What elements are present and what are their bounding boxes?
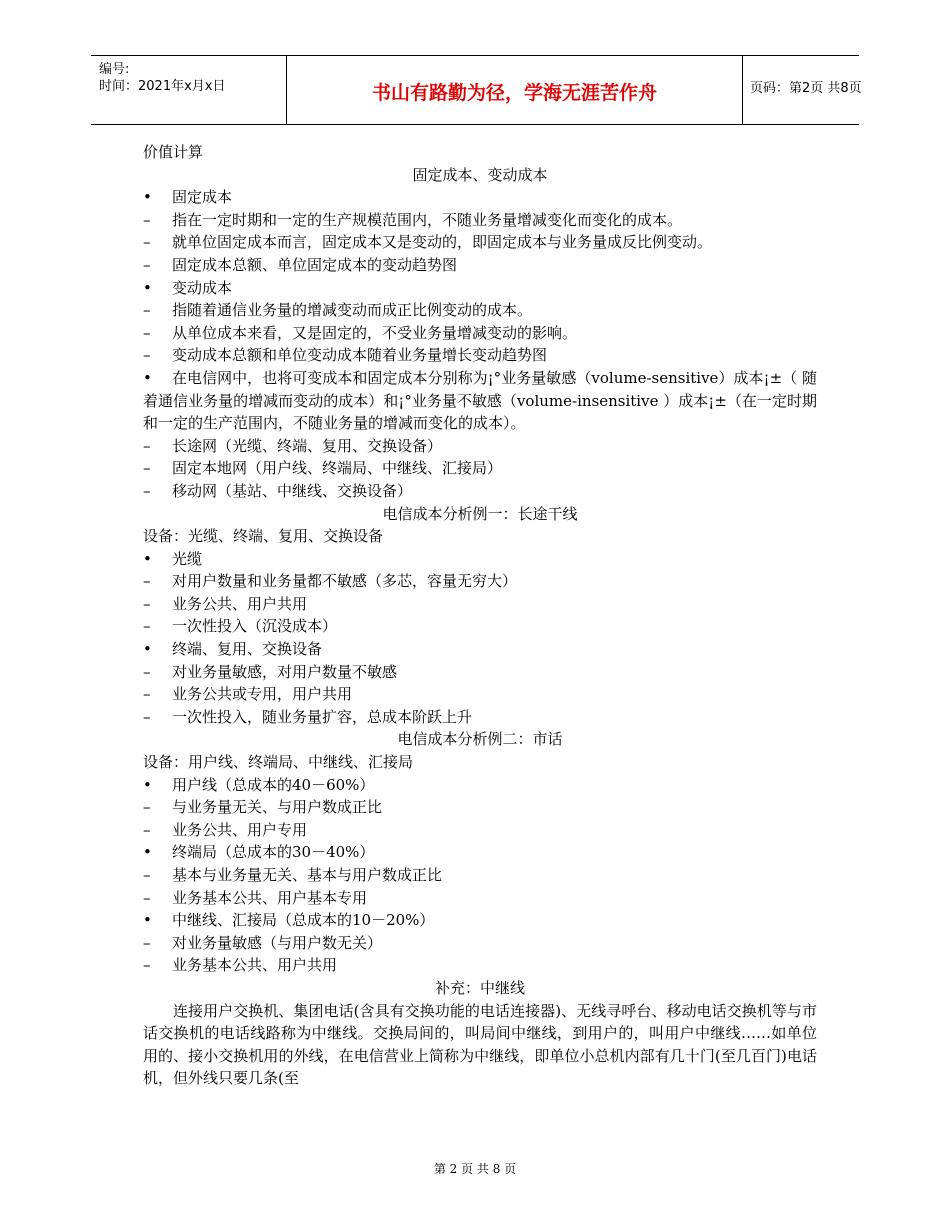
list-item: • 在电信网中，也将可变成本和固定成本分别称为¡°业务量敏感（volume-sensitive）成本¡±（ 随着通信业务量的增减而变动的成本）和¡°业务量不敏感（volume-insensitive ）成本¡±（在一定时期和一定的生产范围内，不随业务量的增减而变化的成本）。 — [143, 368, 817, 433]
list-item: – 从单位成本来看，又是固定的，不受业务量增减变动的影响。 — [143, 322, 817, 345]
heading-fixed-variable-cost: 固定成本、变动成本 — [412, 165, 548, 184]
dash-marker: – — [143, 481, 151, 500]
equipment-line: 设备：光缆、终端、复用、交换设备 — [143, 527, 384, 546]
list-item: • 固定成本 — [143, 186, 817, 209]
list-item: – 业务基本公共、用户共用 — [143, 954, 817, 977]
list-item: – 一次性投入，随业务量扩容，总成本阶跃上升 — [143, 706, 817, 729]
bullet-marker: • — [143, 911, 152, 930]
list-item: – 移动网（基站、中继线、交换设备） — [143, 480, 817, 503]
dash-marker: – — [143, 233, 151, 252]
dash-marker: – — [143, 255, 151, 274]
body-paragraph: 连接用户交换机、集团电话(含具有交换功能的电话连接器)、无线寻呼台、移动电话交换机等与市话交换机的电话线路称为中继线。交换局间的，叫局间中继线，到用户的，叫用户中继线……如单位用的、接小交换机用的外线，在电信营业上简称为中继线，即单位小总机内部有几十门(至几百门)电话机，但外线只要几条(至 — [143, 1001, 817, 1088]
bullet-marker: • — [143, 775, 152, 794]
list-item: – 固定本地网（用户线、终端局、中继线、汇接局） — [143, 457, 817, 480]
header-motto: 书山有路勤为径，学海无涯苦作舟 — [371, 82, 657, 104]
list-item: • 光缆 — [143, 548, 817, 571]
list-item: – 与业务量无关、与用户数成正比 — [143, 796, 817, 819]
dash-marker: – — [143, 572, 151, 591]
list-item: – 业务公共、用户专用 — [143, 819, 817, 842]
list-item: – 固定成本总额、单位固定成本的变动趋势图 — [143, 254, 817, 277]
bullet-marker: • — [143, 640, 152, 659]
bullet-marker: • — [143, 843, 152, 862]
dash-marker: – — [143, 798, 151, 817]
dash-marker: – — [143, 459, 151, 478]
heading-example-one: 电信成本分析例一：长途干线 — [382, 504, 578, 523]
list-item: – 指随着通信业务量的增减变动而成正比例变动的成本。 — [143, 299, 817, 322]
list-item: – 业务公共、用户共用 — [143, 593, 817, 616]
dash-marker: – — [143, 933, 151, 952]
dash-marker: – — [143, 707, 151, 726]
dash-marker: – — [143, 820, 151, 839]
dash-marker: – — [143, 685, 151, 704]
dash-marker: – — [143, 301, 151, 320]
dash-marker: – — [143, 662, 151, 681]
list-item: – 长途网（光缆、终端、复用、交换设备） — [143, 435, 817, 458]
dash-marker: – — [143, 956, 151, 975]
bullet-marker: • — [143, 188, 152, 207]
list-item: – 一次性投入（沉没成本） — [143, 615, 817, 638]
list-item: • 变动成本 — [143, 277, 817, 300]
dash-marker: – — [143, 210, 151, 229]
dash-marker: – — [143, 617, 151, 636]
bullet-marker: • — [143, 278, 152, 297]
list-item: • 终端局（总成本的30－40%） — [143, 841, 817, 864]
dash-marker: – — [143, 866, 151, 884]
page-header — [91, 55, 862, 125]
list-item: – 对业务量敏感（与用户数无关） — [143, 932, 817, 955]
bullet-marker: • — [143, 549, 152, 568]
header-page-cell — [742, 56, 862, 124]
equipment-line: 设备：用户线、终端局、中继线、汇接局 — [143, 753, 414, 772]
list-item: – 就单位固定成本而言，固定成本又是变动的，即固定成本与业务量成反比例变动。 — [143, 231, 817, 254]
dash-marker: – — [143, 436, 151, 455]
document-number-label: 编号: — [99, 62, 130, 77]
heading-supplement-trunk: 补充：中继线 — [434, 978, 525, 997]
document-time-label: 时间：2021年x月x日 — [99, 79, 226, 94]
list-item: • 用户线（总成本的40－60%） — [143, 774, 817, 797]
dash-marker: – — [143, 346, 151, 365]
section-title: 价值计算 — [143, 143, 204, 161]
header-motto-cell — [286, 56, 743, 124]
heading-example-two: 电信成本分析例二：市话 — [397, 730, 563, 749]
list-item: – 业务基本公共、用户基本专用 — [143, 887, 817, 910]
list-item: • 终端、复用、交换设备 — [143, 638, 817, 661]
document-body — [143, 141, 817, 1090]
list-item: – 对用户数量和业务量都不敏感（多芯，容量无穷大） — [143, 570, 817, 593]
header-page-info: 页码：第2页 共8页 — [750, 81, 862, 96]
bullet-marker: • — [143, 368, 152, 387]
header-left-cell — [91, 56, 286, 124]
page-footer: 第 2 页 共 8 页 — [433, 1162, 517, 1176]
list-item: – 基本与业务量无关、基本与用户数成正比 — [143, 864, 817, 887]
dash-marker: – — [143, 594, 151, 613]
list-item: – 对业务量敏感，对用户数量不敏感 — [143, 661, 817, 684]
list-item: – 变动成本总额和单位变动成本随着业务量增长变动趋势图 — [143, 344, 817, 367]
list-item: • 中继线、汇接局（总成本的10－20%） — [143, 909, 817, 932]
dash-marker: – — [143, 888, 151, 907]
list-item: – 业务公共或专用，用户共用 — [143, 683, 817, 706]
list-item: – 指在一定时期和一定的生产规模范围内，不随业务量增减变化而变化的成本。 — [143, 209, 817, 232]
dash-marker: – — [143, 323, 151, 342]
